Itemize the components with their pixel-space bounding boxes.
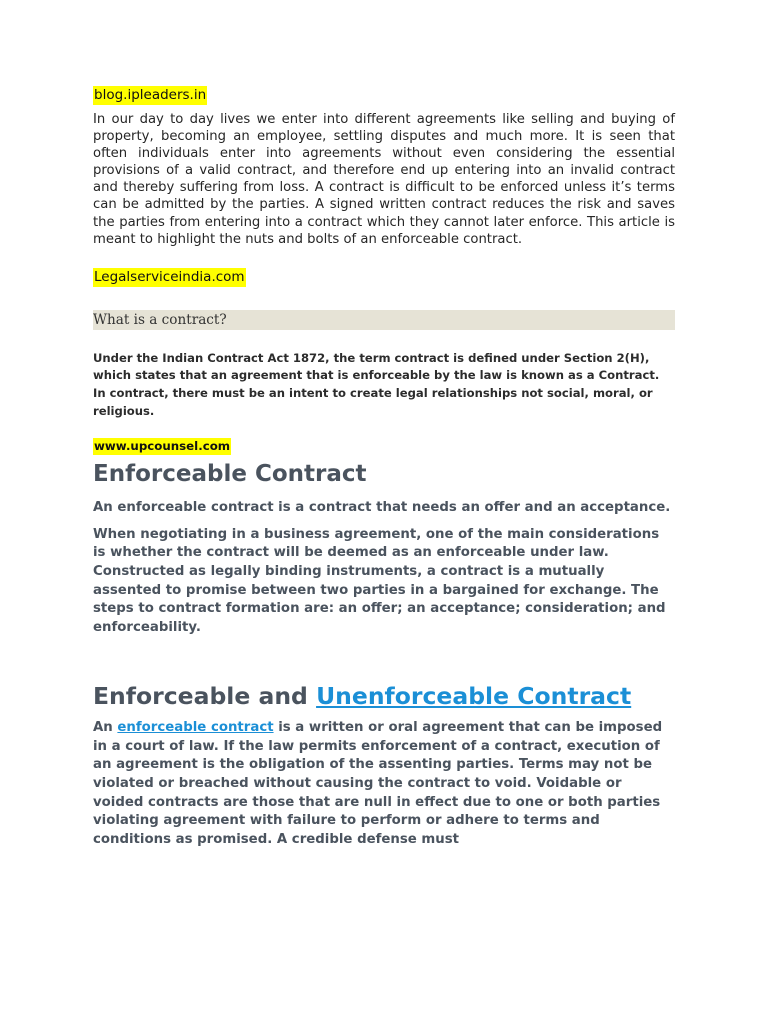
heading-enforceable-unenforceable bbox=[93, 679, 675, 713]
source-label-ipleaders bbox=[93, 86, 675, 105]
enforceable-contract-link[interactable]: enforceable contract bbox=[117, 720, 274, 736]
highlighted-source-text: www.upcounsel.com bbox=[94, 439, 231, 454]
section-heading-what-is-contract: What is a contract? bbox=[93, 310, 675, 330]
paragraph-lead: An bbox=[93, 720, 118, 736]
paragraph-negotiating: When negotiating in a business agreement, one of the main considerations is whether the contract will be deemed as an enforceable under law. Constructed as legally binding instruments, a contract is a mutually assented to promise between two parties in a bargained for exchange. The steps to contract formation are: an offer; an acceptance; consideration; and enforceability. bbox=[93, 526, 666, 635]
document-page bbox=[93, 86, 675, 849]
paragraph-enforceable-definition bbox=[93, 719, 675, 849]
heading-enforceable-contract: Enforceable Contract bbox=[93, 461, 367, 488]
paragraph-rest: is a written or oral agreement that can be imposed in a court of law. If the law permits enforcement of a contract, execution of an agreement is the obligation of the assenting parties. Terms may not be violated or breached without causing the contract to void. Voidable or voided contracts are those that are null in effect due to one or both parties violating agreement with failure to perform or adhere to terms and conditions as promised. A credible defense must bbox=[93, 720, 663, 847]
intro-paragraph: In our day to day lives we enter into different agreements like selling and buying of property, becoming an employee, settling disputes and much more. It is seen that often individuals enter into agreements without even considering the essential provisions of a valid contract, and therefore end up entering into an invalid contract and thereby suffering from loss. A contract is difficult to be enforced unless it’s terms can be admitted by the parties. A signed written contract reduces the risk and saves the parties from entering into a contract which they cannot later enforce. This article is meant to highlight the nuts and bolts of an enforceable contract. bbox=[93, 112, 675, 247]
paragraph-offer-acceptance: An enforceable contract is a contract that needs an offer and an acceptance. bbox=[93, 500, 671, 516]
highlighted-source-text: blog.ipleaders.in bbox=[94, 87, 207, 103]
source-label-upcounsel bbox=[93, 438, 675, 455]
source-label-legalserviceindia bbox=[93, 268, 675, 287]
definition-paragraph: Under the Indian Contract Act 1872, the term contract is defined under Section 2(H), which states that an agreement that is enforceable by the law is known as a Contract. In contract, there must be an intent to create legal relationships not social, moral, or religious. bbox=[93, 350, 660, 418]
highlighted-source-text: Legalserviceindia.com bbox=[94, 268, 245, 285]
heading-prefix: Enforceable and bbox=[93, 682, 317, 711]
unenforceable-contract-link[interactable]: Unenforceable Contract bbox=[316, 682, 632, 711]
